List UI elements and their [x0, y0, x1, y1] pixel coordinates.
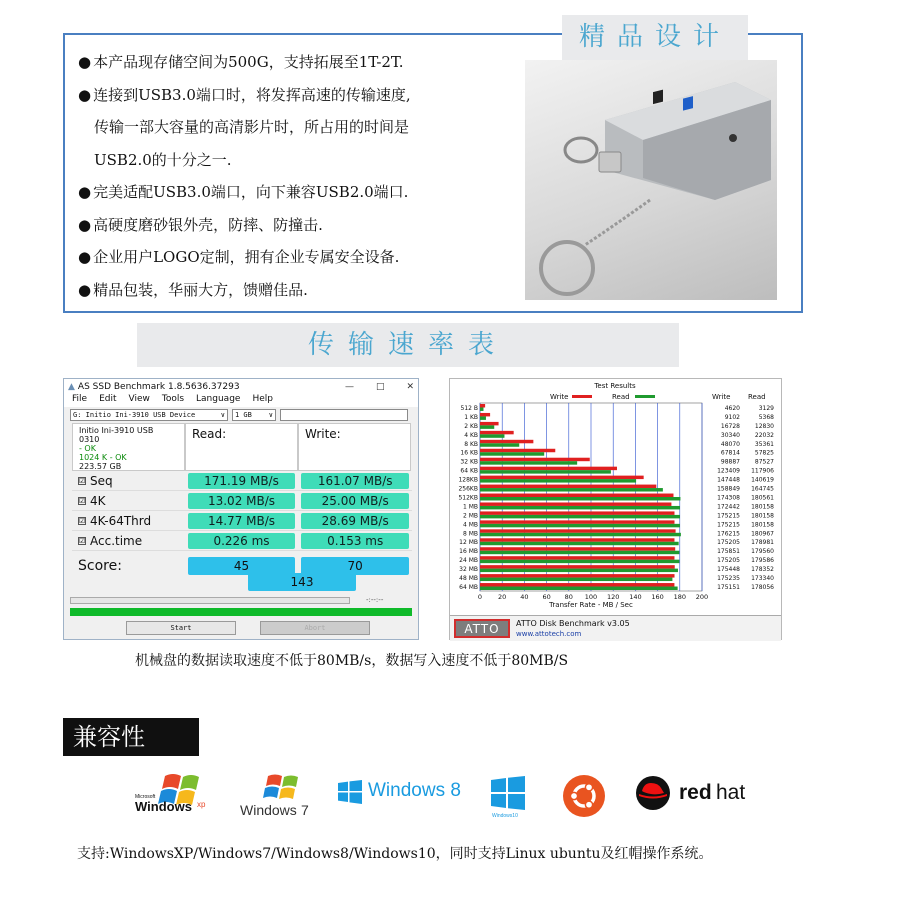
- close-button[interactable]: ✕: [406, 381, 414, 392]
- size-select[interactable]: 1 GB ∨: [232, 409, 276, 421]
- bar-read: [480, 479, 636, 482]
- as-ssd-window: [63, 378, 419, 640]
- windows-8-logo: Windows 8: [338, 780, 468, 810]
- menu-tools[interactable]: Tools: [161, 394, 185, 404]
- category-label: 2 KB: [464, 422, 478, 430]
- bar-read: [480, 443, 519, 446]
- feature-item: ● 精品包装，华丽大方，馈赠佳品.: [78, 280, 308, 299]
- category-label: 24 MB: [459, 557, 478, 565]
- x-tick-label: 60: [542, 593, 551, 601]
- x-tick-label: 100: [584, 593, 598, 601]
- category-label: 64 KB: [460, 467, 478, 475]
- category-label: 1 MB: [462, 503, 478, 511]
- maximize-button[interactable]: □: [375, 381, 385, 392]
- read-value-label: 180158: [751, 521, 774, 529]
- compat-caption: 支持:WindowsXP/Windows7/Windows8/Windows10，同时支持Linux ubuntu及红帽操作系统。: [77, 846, 713, 862]
- score-label: Score:: [78, 558, 122, 574]
- chart-title: Test Results: [594, 382, 636, 390]
- write-value-label: 172442: [717, 503, 740, 511]
- category-label: 1 KB: [464, 413, 478, 421]
- x-tick-label: 180: [673, 593, 687, 601]
- ubuntu-logo: [563, 775, 605, 817]
- menu-view[interactable]: View: [128, 394, 150, 404]
- score-read: 45: [188, 557, 296, 575]
- write-value-label: 4620: [724, 404, 740, 412]
- read-value-label: 87527: [754, 458, 774, 466]
- bar-write: [480, 440, 533, 443]
- write-value: 25.00 MB/s: [301, 493, 409, 509]
- x-tick-label: 80: [564, 593, 573, 601]
- read-value-label: 57825: [754, 449, 774, 457]
- read-value-label: 180158: [751, 503, 774, 511]
- write-value-label: 175215: [717, 512, 740, 520]
- bar-read: [480, 533, 681, 536]
- bar-write: [480, 494, 673, 497]
- menu-language[interactable]: Language: [196, 394, 241, 404]
- feature-list: [78, 46, 518, 306]
- read-value-label: 178981: [751, 539, 774, 547]
- bar-read: [480, 416, 486, 419]
- progress-time: -:--:--: [366, 596, 384, 604]
- bar-write: [480, 556, 674, 559]
- redhat-logo: red hat: [633, 775, 758, 815]
- bar-write: [480, 413, 490, 416]
- menu-edit[interactable]: Edit: [99, 394, 117, 404]
- bar-write: [480, 538, 674, 541]
- checkbox[interactable]: ☑: [79, 496, 86, 505]
- column-header-write: Write: [712, 393, 731, 401]
- write-value-label: 175448: [717, 566, 740, 574]
- category-label: 4 MB: [462, 521, 478, 529]
- atto-logo: ATTO: [454, 619, 510, 638]
- write-value-label: 9102: [724, 413, 740, 421]
- category-label: 256KB: [458, 485, 478, 493]
- atto-footer: [450, 615, 781, 641]
- score-total: 143: [248, 573, 356, 591]
- chevron-down-icon: ∨: [220, 411, 225, 419]
- legend-label-read: Read: [612, 393, 630, 401]
- progress-bar: [70, 597, 350, 604]
- x-tick-label: 20: [498, 593, 507, 601]
- legend-label-write: Write: [550, 393, 569, 401]
- bar-write: [480, 529, 676, 532]
- feature-item: USB2.0的十分之一.: [94, 150, 232, 169]
- table-row: ☑ Acc.time 0.226 ms 0.153 ms: [72, 531, 412, 551]
- legend-swatch-read: [635, 395, 655, 398]
- write-value-label: 67814: [720, 449, 740, 457]
- write-value-label: 175205: [717, 539, 740, 547]
- windows-tile-icon: [491, 776, 525, 810]
- bar-write: [480, 547, 675, 550]
- write-value-label: 176215: [717, 530, 740, 538]
- bar-read: [480, 515, 680, 518]
- read-value-label: 140619: [751, 476, 774, 484]
- bar-write: [480, 422, 499, 425]
- as-ssd-titlebar: [64, 379, 418, 394]
- x-axis-label: Transfer Rate - MB / Sec: [549, 601, 633, 609]
- read-header: Read:: [185, 423, 298, 471]
- feature-item: ● 高硬度磨砂银外壳，防摔、防撞击.: [78, 215, 323, 234]
- category-label: 128KB: [458, 476, 478, 484]
- category-label: 32 KB: [460, 458, 478, 466]
- column-header-read: Read: [748, 393, 766, 401]
- extra-field[interactable]: [280, 409, 408, 421]
- x-tick-label: 0: [477, 593, 483, 601]
- windows-7-logo: Windows 7: [240, 772, 320, 820]
- category-label: 8 MB: [462, 530, 478, 538]
- table-row: ☑ 4K 13.02 MB/s 25.00 MB/s: [72, 491, 412, 511]
- read-value: 0.226 ms: [188, 533, 296, 549]
- category-label: 16 KB: [460, 449, 478, 457]
- menu-help[interactable]: Help: [252, 394, 273, 404]
- abort-button[interactable]: Abort: [260, 621, 370, 635]
- compat-tag: 兼容性: [63, 718, 199, 756]
- read-value-label: 178056: [751, 584, 774, 591]
- write-value: 161.07 MB/s: [301, 473, 409, 489]
- windows-tile-icon: [338, 780, 362, 804]
- atto-window: [449, 378, 782, 640]
- speed-table-title: 传输速率表: [137, 323, 679, 367]
- write-value-label: 175151: [717, 584, 740, 591]
- bar-write: [480, 458, 590, 461]
- category-label: 8 KB: [464, 440, 478, 448]
- read-value-label: 180967: [751, 530, 774, 538]
- write-value-label: 175215: [717, 521, 740, 529]
- write-header: Write:: [298, 423, 411, 471]
- bar-read: [480, 524, 680, 527]
- feature-item: 传输一部大容量的高清影片时，所占用的时间是: [94, 118, 410, 136]
- feature-title: 精品设计: [562, 15, 748, 60]
- write-value-label: 123409: [717, 467, 740, 475]
- write-value-label: 30340: [720, 431, 740, 439]
- read-value-label: 35361: [754, 440, 774, 448]
- read-value-label: 3129: [758, 404, 774, 412]
- minimize-button[interactable]: —: [344, 381, 354, 392]
- drive-select[interactable]: G: Initio Ini-3910 USB Device ∨: [70, 409, 228, 421]
- hard-drive-image: [525, 60, 777, 300]
- write-value-label: 48070: [720, 440, 740, 448]
- write-value: 0.153 ms: [301, 533, 409, 549]
- bar-read: [480, 506, 680, 509]
- x-tick-label: 120: [606, 593, 620, 601]
- read-value-label: 179560: [751, 548, 774, 556]
- menu-file[interactable]: File: [72, 394, 88, 404]
- redhat-icon: [633, 775, 673, 811]
- ubuntu-icon: [563, 775, 605, 817]
- read-value: 171.19 MB/s: [188, 473, 296, 489]
- category-label: 512 B: [460, 404, 478, 412]
- x-tick-label: 40: [520, 593, 529, 601]
- bar-write: [480, 476, 644, 479]
- write-value-label: 98887: [720, 458, 740, 466]
- bar-read: [480, 407, 483, 410]
- read-value: 13.02 MB/s: [188, 493, 296, 509]
- read-value-label: 180158: [751, 512, 774, 520]
- category-label: 16 MB: [459, 548, 478, 556]
- read-value-label: 178352: [751, 566, 774, 574]
- results-grid: [72, 423, 412, 577]
- write-value-label: 158849: [717, 485, 740, 493]
- window-title: AS SSD Benchmark 1.8.5636.37293: [77, 381, 240, 392]
- x-tick-label: 200: [695, 593, 709, 601]
- bar-read: [480, 587, 678, 590]
- bar-write: [480, 404, 485, 407]
- write-value-label: 16728: [720, 422, 740, 430]
- score-row: [72, 555, 412, 577]
- read-value-label: 173340: [751, 575, 774, 583]
- menu-bar: [64, 394, 418, 407]
- bar-read: [480, 578, 672, 581]
- atto-chart: [450, 379, 781, 614]
- bar-read: [480, 488, 663, 491]
- category-label: 4 KB: [464, 431, 478, 439]
- read-value-label: 5368: [758, 413, 774, 421]
- bar-read: [480, 551, 679, 554]
- table-row: ☑ 4K-64Thrd 14.77 MB/s 28.69 MB/s: [72, 511, 412, 531]
- category-label: 64 MB: [459, 584, 478, 591]
- bar-read: [480, 497, 680, 500]
- bar-read: [480, 542, 679, 545]
- score-write: 70: [301, 557, 409, 575]
- write-value-label: 174308: [717, 494, 740, 502]
- write-value-label: 175235: [717, 575, 740, 583]
- write-value-label: 175851: [717, 548, 740, 556]
- feature-item: ● 完美适配USB3.0端口，向下兼容USB2.0端口.: [78, 183, 409, 201]
- windows-xp-logo: Microsoft Windows xp: [135, 772, 215, 820]
- bar-read: [480, 560, 679, 563]
- category-label: 512KB: [458, 494, 478, 502]
- bar-write: [480, 467, 617, 470]
- app-icon: ▲: [68, 381, 75, 392]
- read-value-label: 22032: [754, 431, 774, 439]
- atto-url-link[interactable]: www.attotech.com: [516, 630, 582, 638]
- checkbox[interactable]: ☑: [79, 536, 86, 545]
- bar-write: [480, 449, 555, 452]
- legend-swatch-write: [572, 395, 592, 398]
- checkbox[interactable]: ☑: [79, 516, 86, 525]
- start-button[interactable]: Start: [126, 621, 236, 635]
- bar-write: [480, 511, 674, 514]
- bar-read: [480, 452, 544, 455]
- bar-write: [480, 574, 675, 577]
- read-value: 14.77 MB/s: [188, 513, 296, 529]
- feature-item: ● 连接到USB3.0端口时，将发挥高速的传输速度,: [78, 85, 411, 104]
- chevron-down-icon: ∨: [268, 411, 273, 419]
- feature-item: ● 本产品现存储空间为500G，支持拓展至1T-2T.: [78, 53, 404, 71]
- bar-read: [480, 461, 577, 464]
- bar-write: [480, 520, 674, 523]
- atto-version: ATTO Disk Benchmark v3.05: [516, 619, 630, 628]
- bar-write: [480, 431, 514, 434]
- write-value: 28.69 MB/s: [301, 513, 409, 529]
- category-label: 32 MB: [459, 566, 478, 574]
- device-info: Initio Ini-3910 USB 0310 - OK 1024 K - OK 223.57 GB: [72, 423, 185, 471]
- bar-write: [480, 502, 671, 505]
- read-value-label: 117906: [751, 467, 774, 475]
- table-row: ☑ Seq 171.19 MB/s 161.07 MB/s: [72, 471, 412, 491]
- write-value-label: 147448: [717, 476, 740, 484]
- progress-bar-complete: [70, 608, 412, 616]
- read-value-label: 164745: [751, 485, 774, 493]
- bar-read: [480, 425, 494, 428]
- windows-10-logo: Windows10: [489, 776, 529, 824]
- bar-read: [480, 569, 678, 572]
- category-label: 12 MB: [459, 539, 478, 547]
- read-value-label: 179586: [751, 557, 774, 565]
- read-value-label: 180561: [751, 494, 774, 502]
- checkbox[interactable]: ☑: [79, 476, 86, 485]
- category-label: 48 MB: [459, 575, 478, 583]
- category-label: 2 MB: [462, 512, 478, 520]
- feature-item: ● 企业用户LOGO定制，拥有企业专属安全设备.: [78, 248, 400, 266]
- as-controls: [64, 407, 418, 423]
- x-tick-label: 160: [651, 593, 664, 601]
- speed-caption: 机械盘的数据读取速度不低于80MB/s，数据写入速度不低于80MB/S: [135, 653, 569, 669]
- x-tick-label: 140: [629, 593, 642, 601]
- product-photo: [525, 60, 777, 300]
- bar-write: [480, 583, 674, 586]
- write-value-label: 175205: [717, 557, 740, 565]
- bar-write: [480, 565, 675, 568]
- bar-read: [480, 434, 504, 437]
- bar-read: [480, 470, 611, 473]
- windows-flag-icon: [240, 772, 320, 804]
- bar-write: [480, 485, 656, 488]
- read-value-label: 12830: [754, 422, 774, 430]
